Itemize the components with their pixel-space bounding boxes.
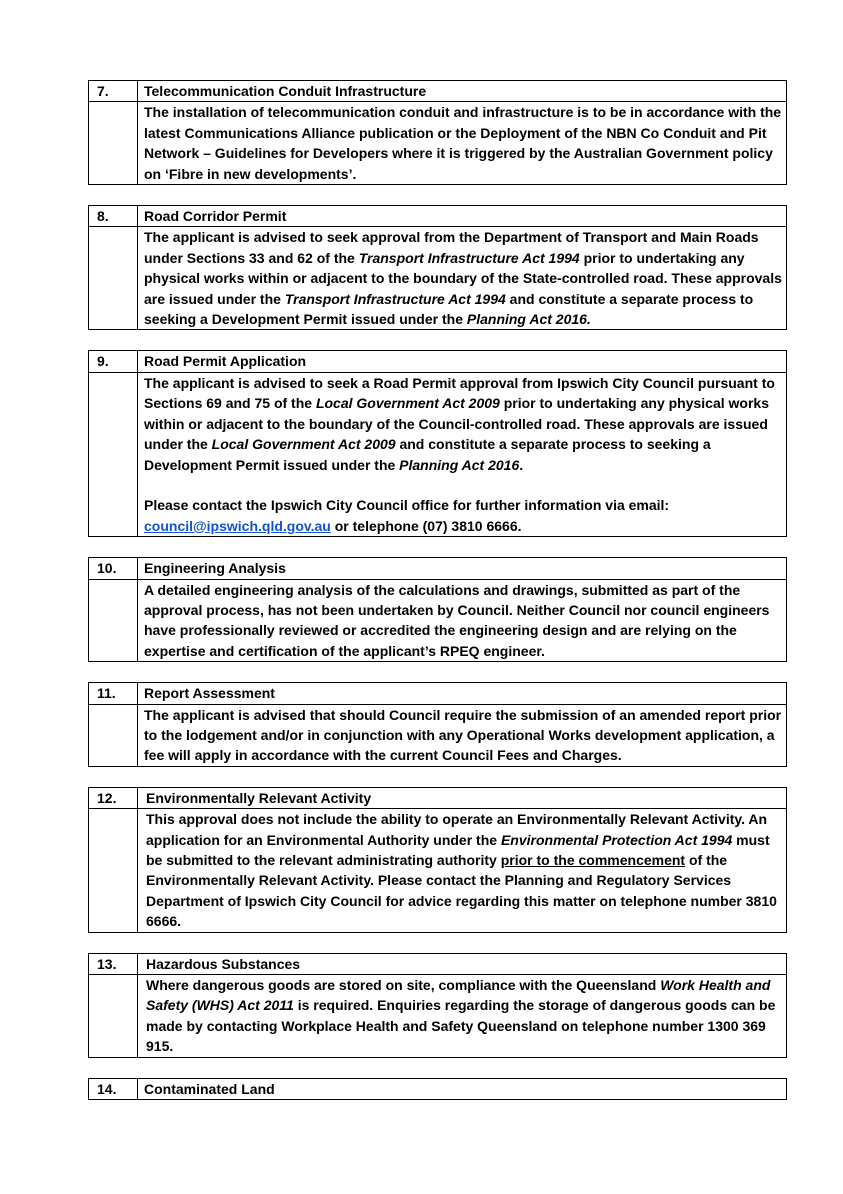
act-title: Local Government Act 2009	[315, 395, 500, 412]
condition-number: 13.	[89, 953, 138, 974]
empty-cell	[89, 809, 138, 932]
text-segment: The installation of telecommunication conduit and infrastructure is to be in accordance with the latest Communications Alliance publication or the Deployment of the NBN Co Conduit and Pit Network – Guidelines for Developers where it is triggered by the Australian Government policy on ‘Fibre in new developments’.	[144, 104, 782, 182]
empty-cell	[89, 704, 138, 766]
condition-table	[88, 557, 787, 662]
text-segment: The applicant is advised that should Council require the submission of an amended report prior to the lodgement and/or in conjunction with any Operational Works development application, a fee will apply in accordance with the current Council Fees and Charges.	[144, 706, 782, 764]
condition-number: 10.	[89, 558, 138, 579]
condition-body-row	[89, 102, 787, 185]
condition-body	[138, 975, 787, 1058]
act-title: Planning Act 2016	[399, 456, 520, 473]
condition-body	[138, 102, 787, 185]
condition-table	[88, 953, 787, 1058]
condition-title: Telecommunication Conduit Infrastructure	[138, 81, 787, 102]
condition-paragraph	[144, 495, 782, 536]
emphasis-text: prior to the commencement	[500, 851, 686, 868]
condition-header-row	[89, 953, 787, 974]
condition-number: 8.	[89, 206, 138, 227]
act-title: Environmental Protection Act 1994	[500, 831, 733, 848]
condition-table	[88, 80, 787, 185]
empty-cell	[89, 975, 138, 1058]
act-title: Local Government Act 2009	[211, 436, 396, 453]
condition-paragraph	[144, 102, 782, 184]
condition-paragraph	[144, 705, 782, 766]
text-segment: The applicant is advised to seek a Road Permit approval from Ipswich City Council pursuant to Sections 69 and 75 of the	[144, 374, 775, 412]
condition-body	[138, 704, 787, 766]
condition-number: 14.	[89, 1078, 138, 1099]
text-segment: A detailed engineering analysis of the calculations and drawings, submitted as part of the approval process, has not been undertaken by Council. Neither Council nor council engineers have professionally reviewed or accredited the engineering design and are relying on the expertise and certification of the applicant’s RPEQ engineer.	[144, 581, 770, 659]
text-segment: prior to undertaking any physical works within or adjacent to the boundary of the State-controlled road. These approvals are issued under the	[144, 249, 782, 307]
condition-header-row	[89, 206, 787, 227]
condition-title: Hazardous Substances	[138, 953, 787, 974]
condition-body-row	[89, 227, 787, 330]
condition-title: Environmentally Relevant Activity	[138, 787, 787, 808]
condition-number: 11.	[89, 683, 138, 704]
act-title: Planning Act 2016.	[466, 311, 591, 328]
condition-body	[138, 372, 787, 536]
condition-table	[88, 787, 787, 933]
condition-table	[88, 350, 787, 537]
condition-number: 7.	[89, 81, 138, 102]
document-page	[88, 80, 787, 1120]
condition-body	[138, 227, 787, 330]
act-title: Work Health and Safety (WHS) Act 2011	[146, 977, 771, 1014]
condition-header-row	[89, 351, 787, 372]
condition-header-row	[89, 81, 787, 102]
condition-header-row	[89, 787, 787, 808]
condition-table	[88, 205, 787, 330]
text-segment: is required. Enquiries regarding the storage of dangerous goods can be made by contacting Workplace Health and Safety Queensland on telephone number 1300 369 915.	[146, 997, 776, 1055]
condition-body-row	[89, 704, 787, 766]
condition-title: Engineering Analysis	[138, 558, 787, 579]
empty-cell	[89, 372, 138, 536]
empty-cell	[89, 102, 138, 185]
condition-header-row	[89, 558, 787, 579]
text-segment: prior to undertaking any physical works within or adjacent to the boundary of the Council-controlled road. These approvals are issued under the	[144, 395, 769, 453]
condition-number: 12.	[89, 787, 138, 808]
text-segment: Where dangerous goods are stored on site, compliance with the Queensland	[146, 977, 661, 994]
text-segment: This approval does not include the ability to operate an Environmentally Relevant Activity. An application for an Environmental Authority under the	[146, 811, 768, 848]
paragraph-gap	[144, 475, 782, 495]
condition-title: Road Corridor Permit	[138, 206, 787, 227]
condition-paragraph	[144, 227, 782, 329]
condition-header-row	[89, 683, 787, 704]
condition-body	[138, 579, 787, 662]
condition-table	[88, 1078, 787, 1100]
text-segment: Please contact the Ipswich City Council office for further information via email:	[144, 497, 670, 514]
text-segment: and constitute a separate process to seeking a Development Permit issued under the	[144, 436, 711, 473]
condition-body-row	[89, 579, 787, 662]
condition-paragraph	[146, 809, 782, 931]
condition-header-row	[89, 1078, 787, 1099]
act-title: Transport Infrastructure Act 1994	[284, 290, 506, 307]
condition-paragraph	[144, 373, 782, 475]
condition-paragraph	[144, 580, 782, 662]
act-title: Transport Infrastructure Act 1994	[358, 249, 580, 266]
condition-paragraph	[146, 975, 782, 1057]
text-segment: or telephone (07) 3810 6666.	[330, 517, 522, 534]
condition-body	[138, 809, 787, 932]
condition-title: Contaminated Land	[138, 1078, 787, 1099]
text-segment: of the Environmentally Relevant Activity. Please contact the Planning and Regulatory Services Department of Ipswich City Council for advice regarding this matter on telephone number 3810 6666.	[146, 851, 777, 930]
text-segment: must be submitted to the relevant administrating authority	[146, 831, 770, 868]
email-link[interactable]: council@ipswich.qld.gov.au	[144, 517, 331, 534]
condition-body-row	[89, 809, 787, 932]
text-segment: .	[519, 456, 524, 473]
empty-cell	[89, 227, 138, 330]
condition-number: 9.	[89, 351, 138, 372]
text-segment: and constitute a separate process to seeking a Development Permit issued under the	[144, 290, 754, 328]
condition-title: Report Assessment	[138, 683, 787, 704]
condition-table	[88, 682, 787, 767]
text-segment: The applicant is advised to seek approval from the Department of Transport and Main Roads under Sections 33 and 62 of the	[144, 229, 759, 266]
condition-title: Road Permit Application	[138, 351, 787, 372]
condition-body-row	[89, 975, 787, 1058]
empty-cell	[89, 579, 138, 662]
condition-body-row	[89, 372, 787, 536]
